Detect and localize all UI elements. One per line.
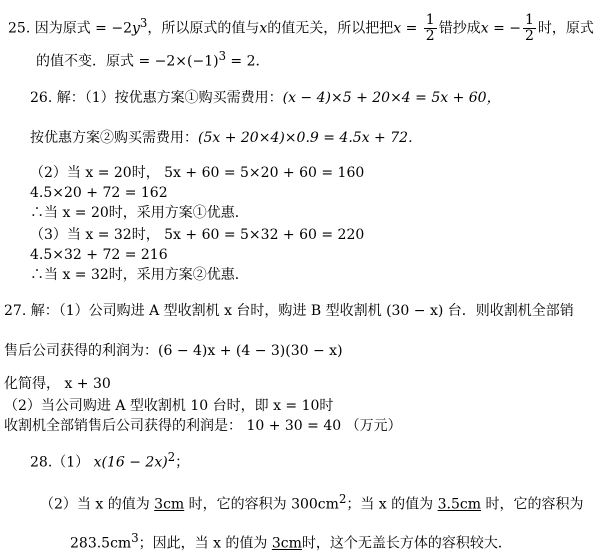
q28-line1-expr: x(16 − 2x): [93, 454, 168, 471]
q25-frac1-den: 2: [425, 28, 435, 45]
q28-line1-post: ；: [175, 454, 190, 471]
q28-line2-a: （2）当 x 的值为: [40, 496, 155, 513]
q25-line1: [8, 6, 594, 45]
q25-frac2-den: 2: [525, 28, 534, 45]
q25-fraction1: [424, 13, 437, 44]
q25-text4: 错抄成: [438, 20, 481, 37]
q27-line2: 售后公司获得的利润为：(6 − 4)x + (4 − 3)(30 − x): [4, 343, 343, 359]
q28-line2-exp: 2: [338, 492, 347, 506]
q27-line1: 27. 解：（1）公司购进 A 型收割机 x 台时，购进 B 型收割机 (30 − x) 台．则收割机全部销: [4, 303, 574, 319]
q26-line2-expr: (5x + 20×4)×0.9 = 4.5x + 72．: [198, 130, 423, 146]
q25-text3: 的值无关，所以把把: [267, 20, 394, 37]
q28-line2-b: 时，它的容积为 300cm: [184, 496, 339, 513]
q26-line6: （3）当 x = 32时， 5x + 60 = 5×32 + 60 = 220: [30, 227, 365, 243]
q25-var-x3: x: [480, 20, 489, 37]
q26-line1: [30, 88, 501, 108]
q25-var-y: y: [132, 20, 140, 37]
q25-frac2-num: 1: [525, 12, 534, 29]
q26-line5: ∴当 x = 20时，采用方案①优惠．: [30, 205, 249, 221]
q25-var-x2: x: [393, 20, 402, 37]
q26-line8: ∴当 x = 32时，采用方案②优惠．: [30, 267, 249, 283]
q25-line2-exp: 3: [218, 49, 226, 63]
q28-line2-d: 时，它的容积为: [481, 496, 584, 513]
q25-var-x: x: [259, 20, 268, 37]
q25-eq: =: [401, 20, 422, 37]
q25-exp: 3: [139, 16, 148, 30]
q25-eq2: = −: [488, 20, 521, 37]
q25-text2: ，所以原式的值与: [147, 20, 260, 37]
q28-line2-value1: 3cm: [154, 496, 185, 513]
q25-number: 25.: [8, 20, 31, 37]
q25-frac1-num: 1: [425, 12, 435, 29]
q26-line4: 4.5×20 + 72 = 162: [30, 185, 168, 201]
q28-line3-a: 283.5cm: [70, 535, 132, 552]
q26-line7: 4.5×32 + 72 = 216: [30, 247, 168, 263]
q25-line2-text2: = 2．: [225, 53, 270, 70]
q28-line1: [30, 447, 189, 473]
q28-line1-exp: 2: [167, 450, 176, 464]
q25-fraction2: [523, 13, 536, 44]
q28-line3-exp: 3: [131, 531, 139, 545]
q26-line3: （2）当 x = 20时， 5x + 60 = 5×20 + 60 = 160: [30, 165, 365, 181]
q26-line2: [30, 128, 422, 148]
q25-line2-text1: 的值不变．原式 = −2×(−1): [36, 53, 219, 70]
q25-text1: 因为原式 = −2: [34, 20, 132, 37]
q28-line3-c: 时，这个无盖长方体的容积较大．: [301, 535, 512, 552]
q28-line3-value: 3cm: [271, 535, 302, 552]
q28-line3-b: ；因此，当 x 的值为: [138, 535, 272, 552]
q28-line2-value2: 3.5cm: [437, 496, 481, 513]
q28-line2: [40, 489, 583, 515]
q27-line4: （2）当公司购进 A 型收割机 10 台时，即 x = 10时: [4, 398, 334, 414]
q26-line1-expr: (x − 4)×5 + 20×4 = 5x + 60，: [282, 90, 501, 106]
q25-line2: [36, 46, 270, 72]
q28-line2-c: ；当 x 的值为: [346, 496, 438, 513]
q27-line5: 收割机全部销售后公司获得的利润是： 10 + 30 = 40 （万元）: [4, 418, 402, 434]
q28-line3: [70, 528, 512, 554]
q25-text5: 时，原式: [537, 20, 594, 37]
q27-line3: 化简得， x + 30: [4, 376, 111, 392]
q26-line2-text: 按优惠方案②购买需费用：: [30, 130, 198, 146]
q26-line1-text: 26. 解：（1）按优惠方案①购买需费用：: [30, 90, 283, 106]
q28-line1-prefix: 28.（1）: [30, 454, 90, 471]
